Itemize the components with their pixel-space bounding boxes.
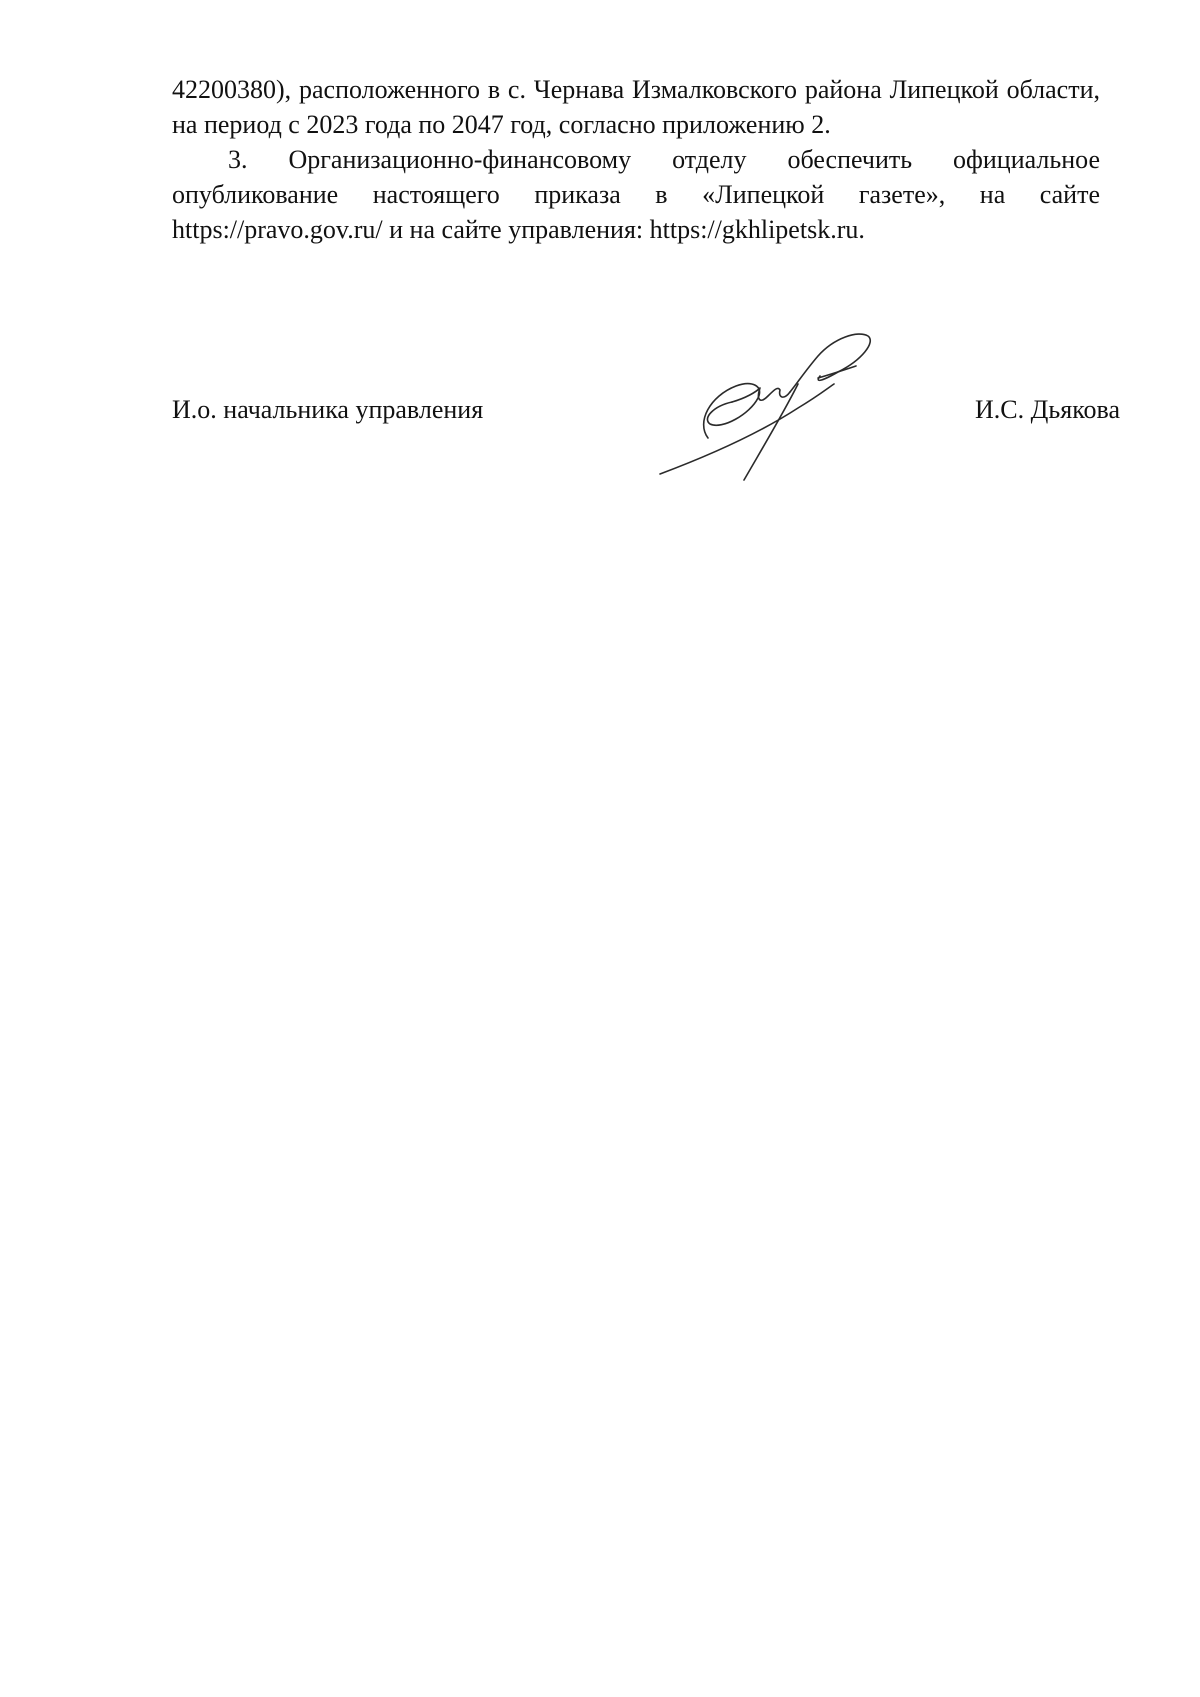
document-body — [172, 72, 1100, 247]
paragraph-continuation: 42200380), расположенного в с. Чернава Измалковского района Липецкой области, на период с 2023 года по 2047 год, согласно приложению 2. — [172, 75, 1100, 139]
handwritten-signature — [648, 326, 908, 486]
signatory-name: И.С. Дьякова — [975, 395, 1120, 424]
signatory-position: И.о. начальника управления — [172, 395, 484, 424]
paragraph-item-3: 3. Организационно-финансовому отделу обеспечить официальное опубликование настоящего приказа в «Липецкой газете», на сайте https://pravo.gov.ru/ и на сайте управления: https://gkhlipetsk.ru. — [172, 145, 1100, 244]
signature-block — [172, 392, 1120, 432]
signature-icon — [648, 326, 908, 486]
